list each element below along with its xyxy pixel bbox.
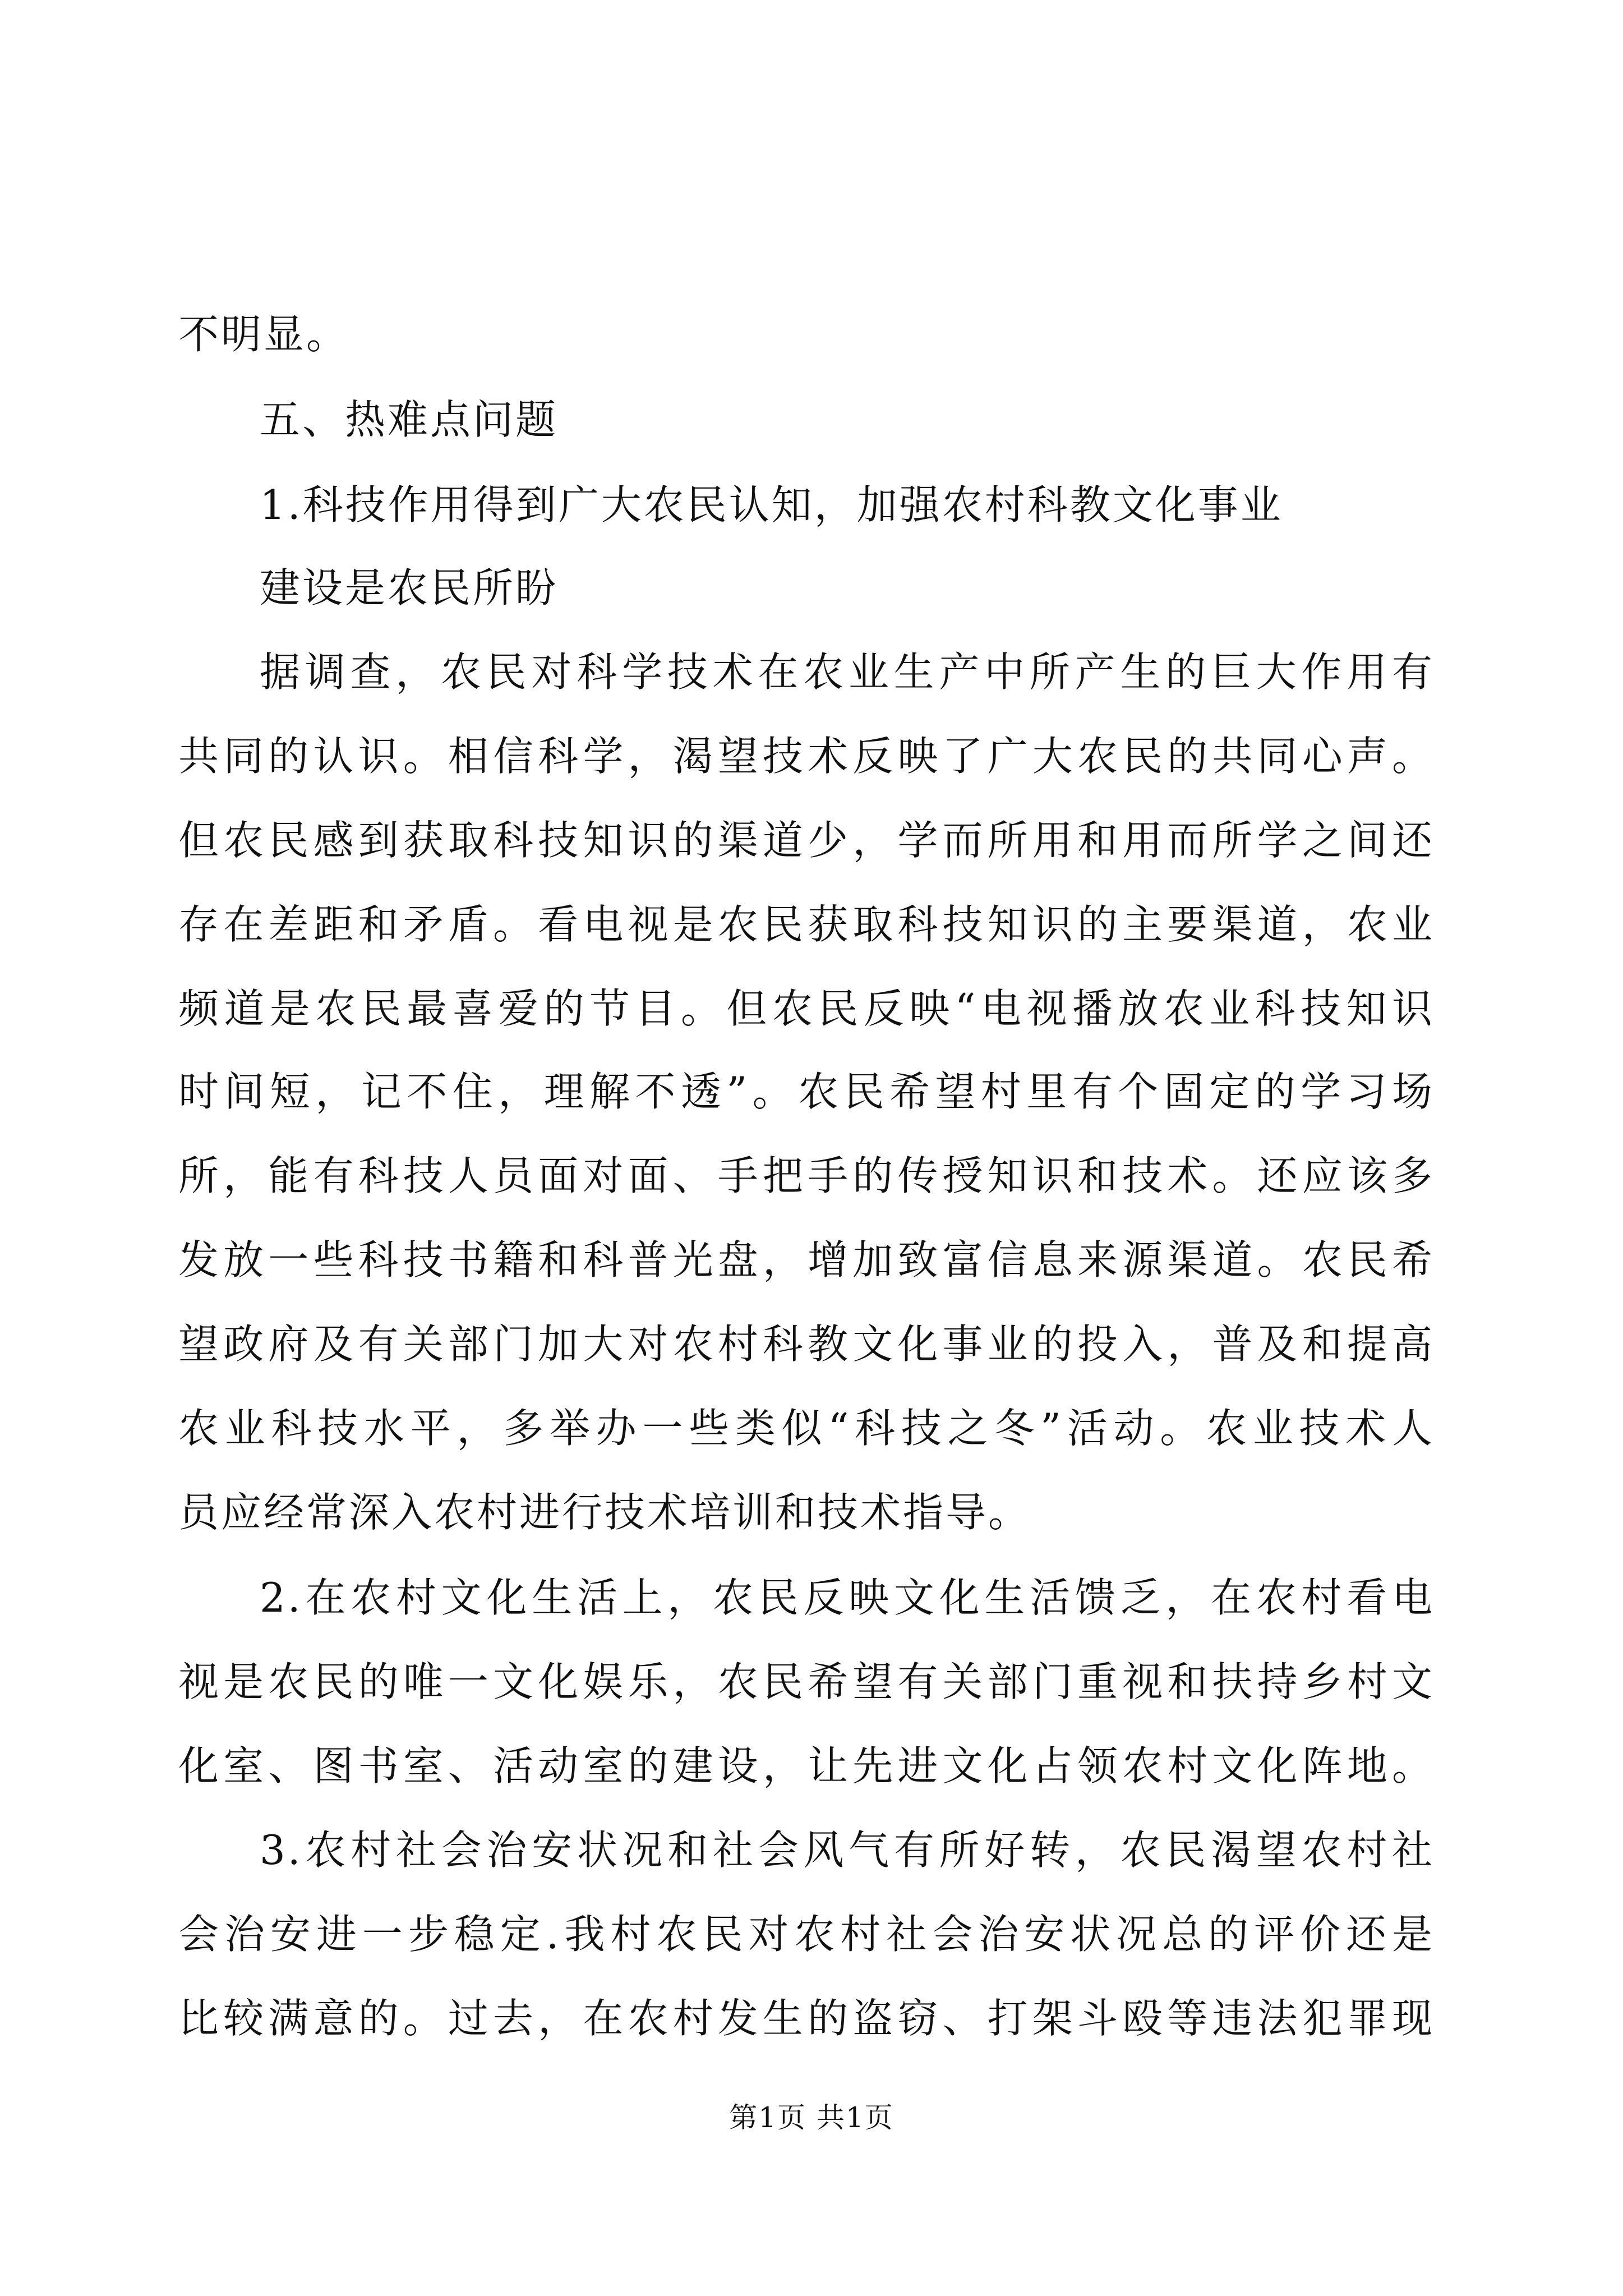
paragraph-1-line-2: 共同的认识。相信科学，渴望技术反映了广大农民的共同心声。 bbox=[178, 733, 1435, 780]
paragraph-1-line-6: 时间短，记不住，理解不透”。农民希望村里有个固定的学习场 bbox=[178, 1068, 1435, 1115]
paragraph-2-line-1: 2.在农村文化生活上，农民反映文化生活馈乏，在农村看电 bbox=[260, 1574, 1435, 1621]
paragraph-2-line-2: 视是农民的唯一文化娱乐，农民希望有关部门重视和扶持乡村文 bbox=[178, 1658, 1435, 1705]
paragraph-1-line-7: 所，能有科技人员面对面、手把手的传授知识和技术。还应该多 bbox=[178, 1152, 1435, 1199]
paragraph-1-line-9: 望政府及有关部门加大对农村科教文化事业的投入，普及和提高 bbox=[178, 1320, 1435, 1368]
paragraph-1-line-8: 发放一些科技书籍和科普光盘，增加致富信息来源渠道。农民希 bbox=[178, 1236, 1435, 1283]
body-line-continuation: 不明显。 bbox=[178, 311, 349, 358]
paragraph-1-line-3: 但农民感到获取科技知识的渠道少，学而所用和用而所学之间还 bbox=[178, 817, 1435, 864]
section-heading: 五、热难点问题 bbox=[260, 396, 559, 443]
subheading-line-2: 建设是农民所盼 bbox=[260, 564, 559, 611]
paragraph-1-line-11: 员应经常深入农村进行技术培训和技术指导。 bbox=[178, 1489, 1031, 1536]
paragraph-1-line-10: 农业科技水平，多举办一些类似“科技之冬”活动。农业技术人 bbox=[178, 1405, 1435, 1452]
paragraph-2-line-3: 化室、图书室、活动室的建设，让先进文化占领农村文化阵地。 bbox=[178, 1742, 1435, 1789]
paragraph-3-line-1: 3.农村社会治安状况和社会风气有所好转，农民渴望农村社 bbox=[260, 1826, 1435, 1874]
paragraph-3-line-2: 会治安进一步稳定.我村农民对农村社会治安状况总的评价还是 bbox=[178, 1911, 1435, 1958]
subheading-line-1: 1.科技作用得到广大农民认知，加强农村科教文化事业 bbox=[260, 481, 1283, 528]
paragraph-1-line-5: 频道是农民最喜爱的节目。但农民反映“电视播放农业科技知识 bbox=[178, 985, 1435, 1032]
page-footer bbox=[0, 2098, 1623, 2137]
page-number: 第1页 共1页 bbox=[729, 2101, 894, 2134]
paragraph-3-line-3: 比较满意的。过去，在农村发生的盗窃、打架斗殴等违法犯罪现 bbox=[178, 1995, 1435, 2042]
paragraph-1-line-4: 存在差距和矛盾。看电视是农民获取科技知识的主要渠道，农业 bbox=[178, 901, 1435, 948]
paragraph-1-line-1: 据调查，农民对科学技术在农业生产中所产生的巨大作用有 bbox=[260, 648, 1435, 696]
